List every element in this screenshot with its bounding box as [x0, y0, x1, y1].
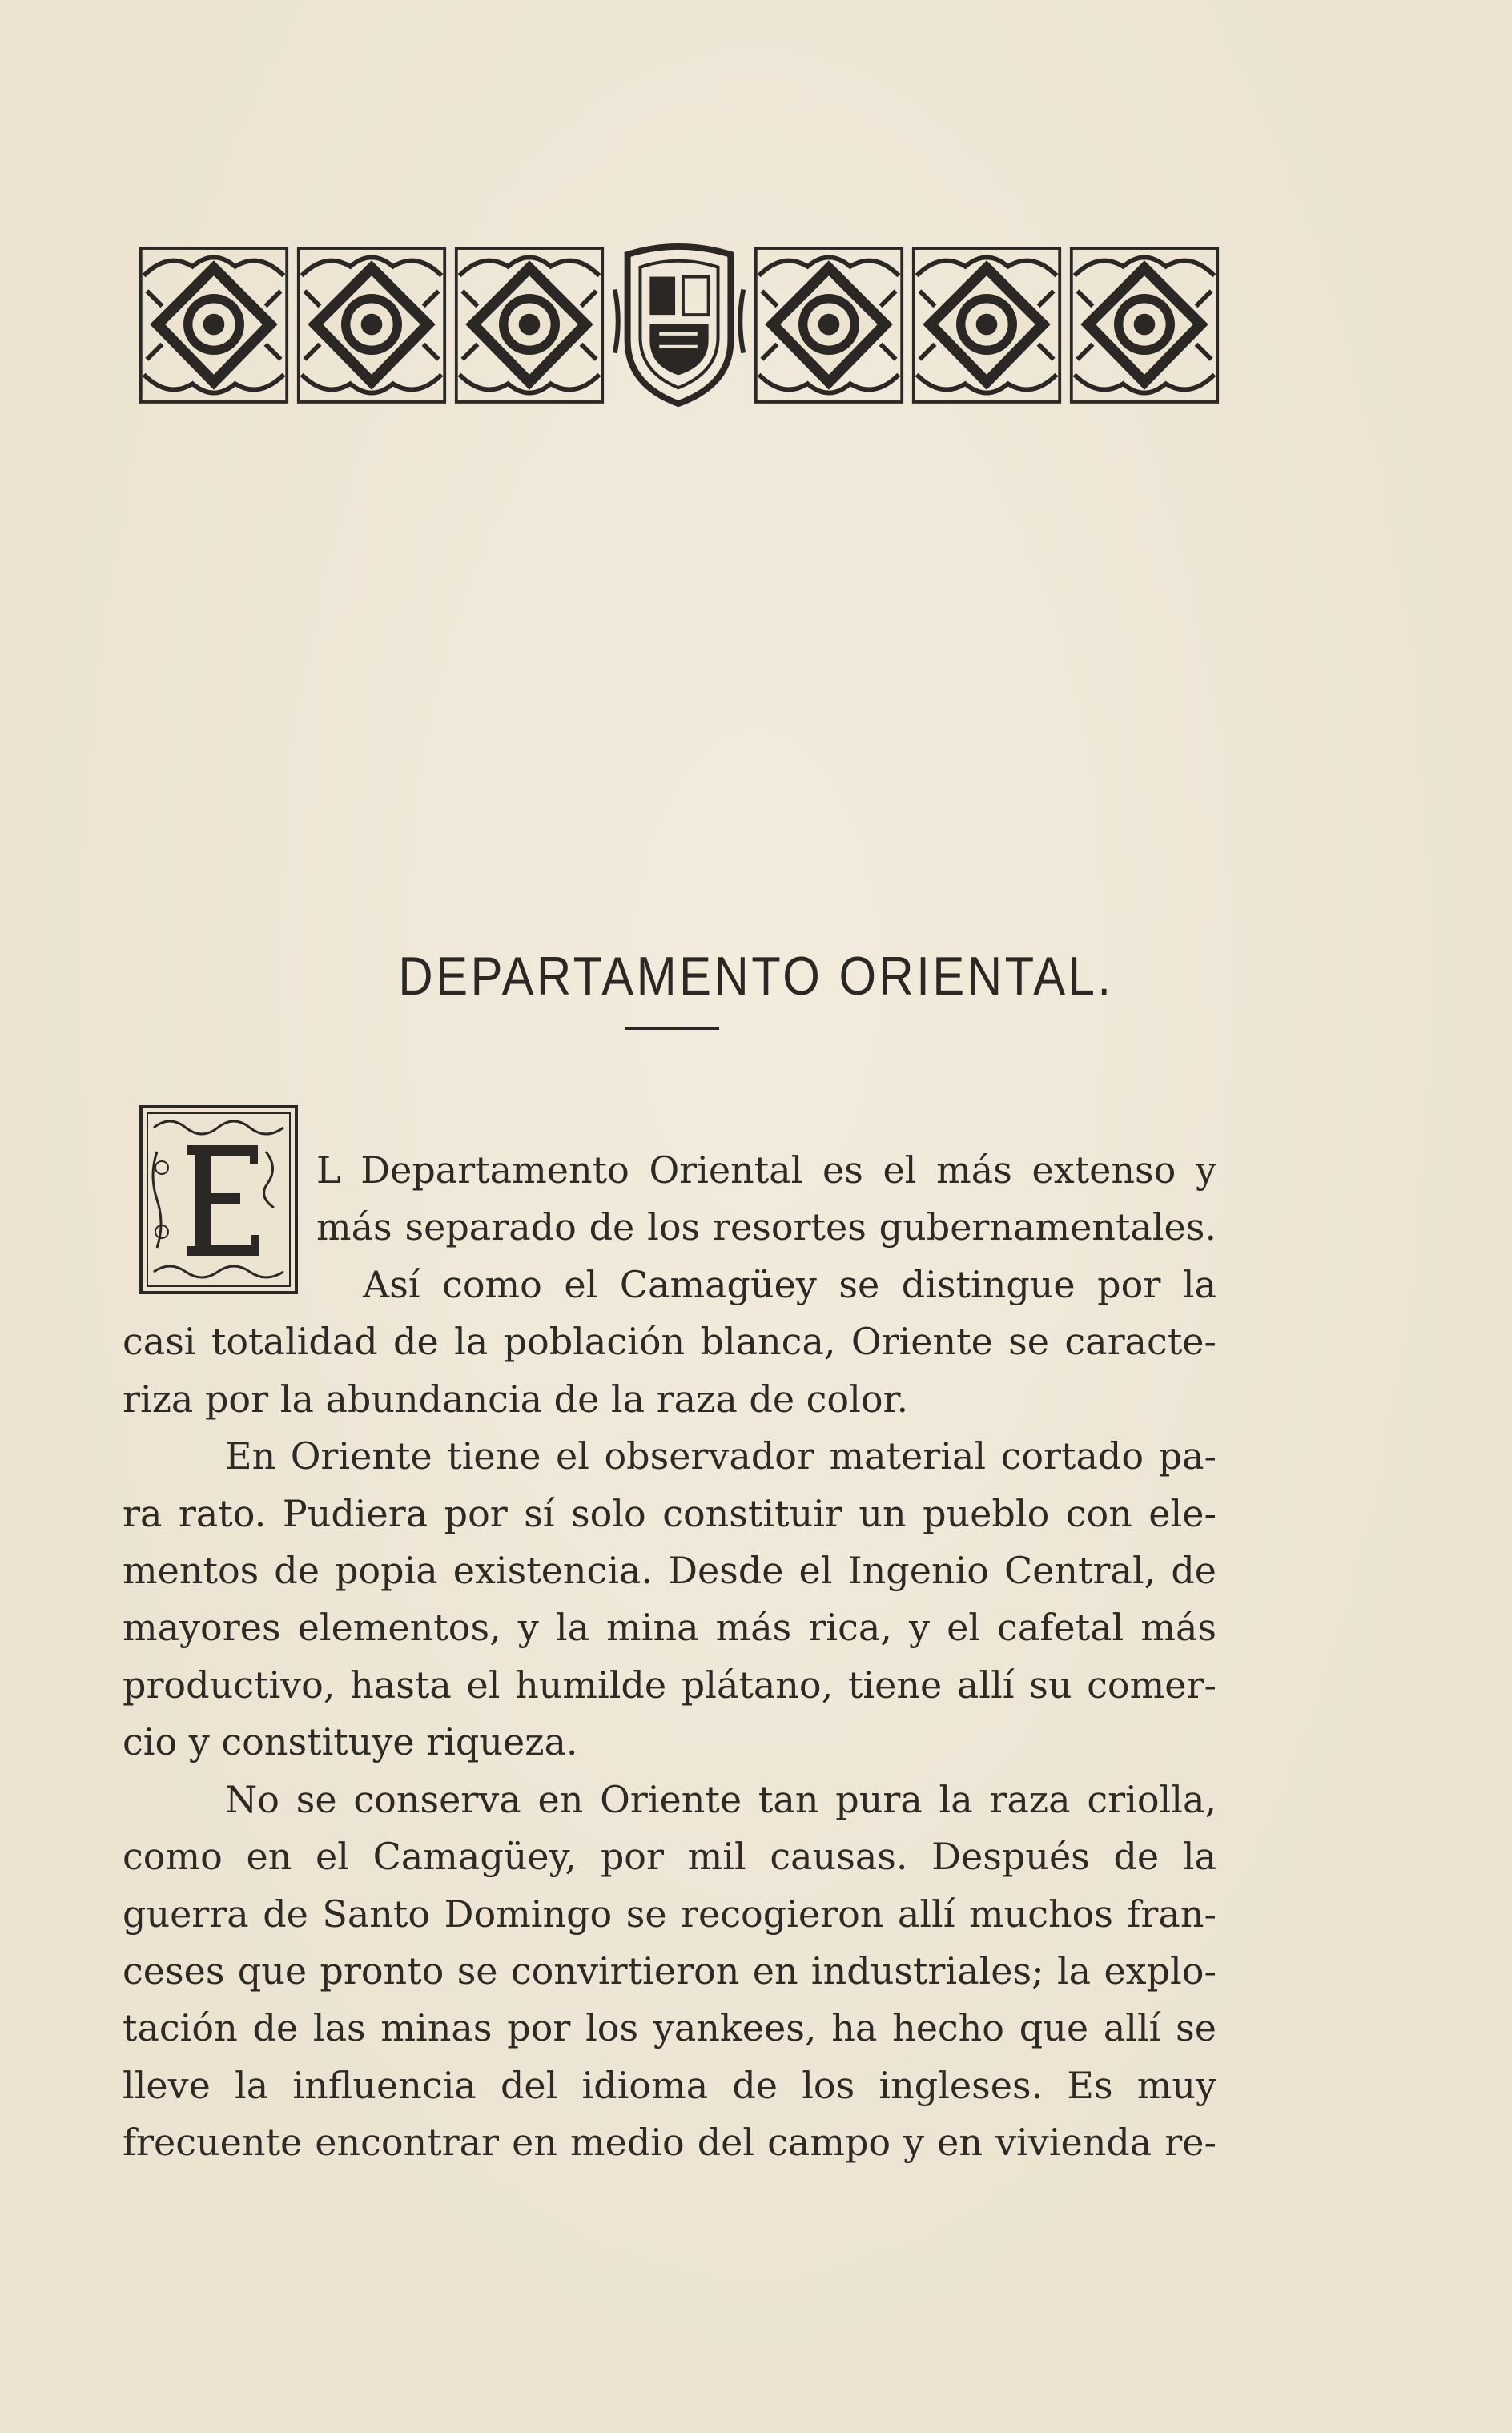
- text-line: L Departamento Oriental es el más extenso y: [316, 1148, 1216, 1192]
- diamond-ornament-icon: [138, 245, 290, 405]
- text-line: ra rato. Pudiera por sí solo constituir un pueblo con ele-: [123, 1492, 1216, 1535]
- text-line: cio y constituye riqueza.: [123, 1720, 578, 1763]
- text-line: productivo, hasta el humilde plátano, tiene allí su comer-: [123, 1663, 1216, 1707]
- text-line: casi totalidad de la población blanca, Oriente se caracte-: [123, 1320, 1216, 1363]
- diamond-ornament-icon: [911, 245, 1063, 405]
- text-line: En Oriente tiene el observador material cortado pa-: [225, 1434, 1216, 1478]
- crest-ornament-icon: [611, 242, 747, 408]
- ornamental-header-band: [138, 242, 1220, 408]
- text-line: ceses que pronto se convirtieron en industriales; la explo-: [123, 1949, 1216, 1993]
- title-underline-rule: [625, 1027, 719, 1030]
- text-line: Así como el Camagüey se distingue por la: [363, 1263, 1216, 1306]
- diamond-ornament-icon: [296, 245, 448, 405]
- chapter-title: DEPARTAMENTO ORIENTAL.: [398, 946, 1114, 1007]
- text-line: como en el Camagüey, por mil causas. Después de la: [123, 1835, 1216, 1878]
- text-line: No se conserva en Oriente tan pura la raza criolla,: [225, 1778, 1216, 1821]
- text-line: tación de las minas por los yankees, ha hecho que allí se: [123, 2006, 1216, 2049]
- text-line: riza por la abundancia de la raza de color.: [123, 1377, 909, 1421]
- diamond-ornament-icon: [1068, 245, 1220, 405]
- text-line: más separado de los resortes gubernamentales.: [316, 1205, 1216, 1249]
- drop-cap-e-icon: [138, 1104, 300, 1296]
- diamond-ornament-icon: [453, 245, 605, 405]
- text-line: frecuente encontrar en medio del campo y en vivienda re-: [123, 2121, 1216, 2164]
- text-line: lleve la influencia del idioma de los ingleses. Es muy: [123, 2064, 1216, 2107]
- text-line: guerra de Santo Domingo se recogieron allí muchos fran-: [123, 1892, 1216, 1936]
- text-line: mentos de popia existencia. Desde el Ingenio Central, de: [123, 1549, 1216, 1592]
- diamond-ornament-icon: [753, 245, 905, 405]
- text-line: mayores elementos, y la mina más rica, y el cafetal más: [123, 1606, 1216, 1649]
